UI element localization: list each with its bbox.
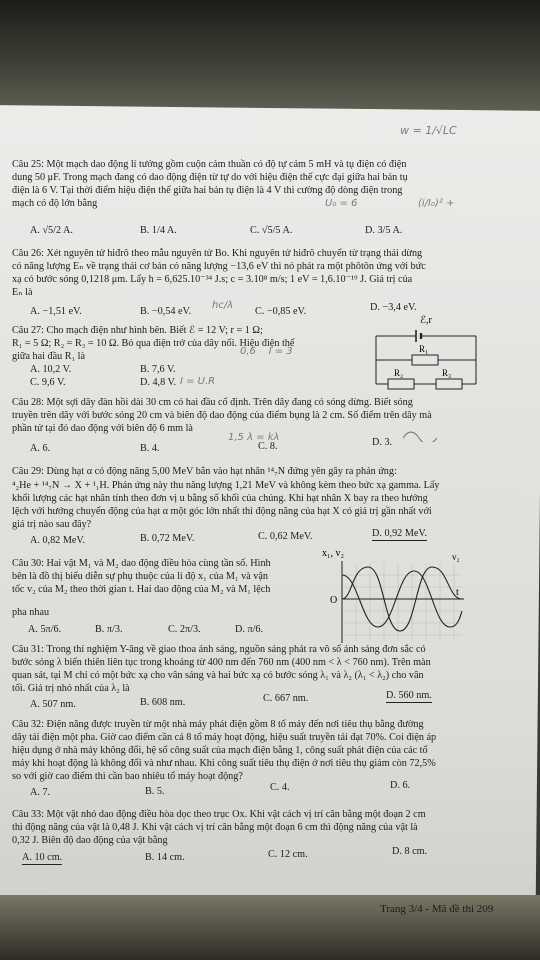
graph-x-axis-label: t (456, 587, 459, 598)
q31-option-b[interactable]: B. 608 nm. (140, 697, 186, 708)
q28-line-2: truyền trên dây với bước sóng 20 cm và biên độ dao động của điểm bụng là 2 cm. Số điểm trên dây mà (12, 410, 432, 421)
q28-option-b[interactable]: B. 4. (140, 443, 160, 454)
q32-option-c[interactable]: C. 4. (270, 782, 290, 793)
handwritten-note: (i/I₀)² + (418, 198, 455, 209)
q25-option-d[interactable]: D. 3/5 A. (365, 225, 403, 236)
q31-option-c[interactable]: C. 667 nm. (263, 693, 309, 704)
q32-line-4: máy khi hoạt động là không đổi và như nhau. Khi công suất tiêu thụ điện ở nơi tiêu thụ giảm còn 72,5% (12, 758, 436, 769)
q27-line-2: R₁ = 5 Ω; R₂ = R₃ = 10 Ω. Bỏ qua điện trở của dây nối. Hiệu điện thế (12, 338, 295, 349)
q33-line-2: thì động năng của vật là 0,48 J. Khi vật cách vị trí cân bằng một đoạn 6 cm thì động năng của vật là (12, 822, 418, 833)
q33-line-3: 0,32 J. Biên độ dao động của vật bằng (12, 835, 168, 846)
q29-option-d[interactable]: D. 0,92 MeV. (372, 528, 427, 539)
q26-option-a[interactable]: A. −1,51 eV. (30, 306, 82, 317)
handwritten-note: hc/λ (212, 300, 234, 311)
q30-line-2: bên là đồ thị biểu diễn sự phụ thuộc của li độ x₁ của M₁ và vận (12, 571, 268, 582)
q32-line-3: hiệu dụng ở nhà máy không đổi, hệ số công suất của mạch điện bằng 1, công suất phát điện của các tổ (12, 745, 428, 756)
q25-line-2: dung 50 μF. Trong mạch đang có dao động điện từ tự do với hiệu điện thế cực đại giữa hai bản tụ (12, 172, 408, 183)
q26-line-3: xạ có bước sóng 0,1218 μm. Lấy h = 6,625.10⁻³⁴ J.s; c = 3.10⁸ m/s; 1 eV = 1,6.10⁻¹⁹ J. Giá trị của (12, 274, 413, 285)
q32-line-5: so với giờ cao điểm thì cần bao nhiêu tổ máy hoạt động? (12, 771, 243, 782)
handwritten-note: 1,5 λ = kλ (228, 432, 280, 443)
q27-option-a[interactable]: A. 10,2 V. (30, 364, 72, 375)
q32-line-1: Câu 32: Điện năng được truyền từ một nhà máy phát điện gồm 8 tổ máy đến nơi tiêu thụ bằng đường (12, 719, 424, 730)
graph-origin-label: O (330, 595, 338, 606)
graph-y-axis-label: x₁, v₂ (322, 548, 344, 559)
q30-option-c[interactable]: C. 2π/3. (168, 624, 201, 635)
q29-line-5: giá trị nào sau đây? (12, 519, 92, 530)
q28-option-c[interactable]: C. 8. (258, 441, 278, 452)
q29-line-3: khối lượng các hạt nhân tính theo đơn vị u bằng số khối của chúng. Khi hạt nhân X bay ra theo hướng (12, 493, 428, 504)
q25-option-a[interactable]: A. √5/2 A. (30, 225, 73, 236)
handwritten-note: I = U.R (180, 376, 216, 387)
q28-option-a[interactable]: A. 6. (30, 443, 51, 454)
q30-option-d[interactable]: D. π/6. (235, 624, 264, 635)
q33-option-a[interactable]: A. 10 cm. (22, 852, 63, 863)
q29-line-4: lệch với hướng chuyển động của hạt α một góc lớn nhất thì động năng của hạt X có giá trị gần nhất với (12, 506, 432, 517)
resistor-r3 (436, 379, 462, 389)
q31-option-a[interactable]: A. 507 nm. (30, 699, 76, 710)
q25-line-4: mạch có độ lớn bằng (12, 198, 98, 209)
q27-line-3: giữa hai đầu R₁ là (12, 351, 86, 362)
q29-line-1: Câu 29: Dùng hạt α có động năng 5,00 MeV bắn vào hạt nhân ¹⁴₇N đứng yên gây ra phản ứng: (12, 466, 397, 477)
q33-line-1: Câu 33: Một vật nhỏ dao động điều hòa dọc theo trục Ox. Khi vật cách vị trí cân bằng một đoạn 2 cm (12, 809, 426, 820)
q31-line-2: bước sóng λ biến thiên liên tục trong khoảng từ 400 nm đến 760 nm (400 nm < λ < 760 nm). Trên màn (12, 657, 431, 668)
q29-option-b[interactable]: B. 0,72 MeV. (140, 533, 195, 544)
r1-label: R₁ (419, 344, 429, 354)
q25-option-c[interactable]: C. √5/5 A. (250, 225, 293, 236)
resistor-r2 (388, 379, 414, 389)
q26-option-d[interactable]: D. −3,4 eV. (370, 302, 417, 313)
resistor-r1 (412, 355, 438, 365)
q32-option-a[interactable]: A. 7. (30, 787, 51, 798)
q25-line-1: Câu 25: Một mạch dao động lí tưởng gồm cuộn cảm thuần có độ tự cảm 5 mH và tụ điện có điện (12, 159, 407, 170)
q30-option-b[interactable]: B. π/3. (95, 624, 123, 635)
q27-line-1: Câu 27: Cho mạch điện như hình bên. Biết ℰ = 12 V; r = 1 Ω; (12, 325, 263, 336)
q28-line-1: Câu 28: Một sợi dây đàn hồi dài 30 cm có hai đầu cố định. Trên dây đang có sóng dừng. Biết sóng (12, 397, 413, 408)
q28-option-d[interactable]: D. 3. (372, 437, 393, 448)
q26-option-b[interactable]: B. −0,54 eV. (140, 306, 192, 317)
handwritten-note: 0,6 I = 3 (240, 346, 293, 357)
q27-option-c[interactable]: C. 9,6 V. (30, 377, 66, 388)
handwritten-wave-sketch (402, 428, 438, 442)
q29-option-c[interactable]: C. 0,62 MeV. (258, 531, 313, 542)
q31-line-3: quan sát, tại M chỉ có một bức xạ cho vân sáng và hai bức xạ có bước sóng λ₁ và λ₂ (λ₁ < λ₂) cho vân (12, 670, 424, 681)
q29-line-2: ⁴₂He + ¹⁴₇N → X + ¹₁H. Phản ứng này thu năng lượng 1,21 MeV và không kèm theo bức xạ gamma. Lấy (12, 480, 440, 491)
emf-label: ℰ,r (420, 315, 432, 326)
q28-line-3: phần tử tại đó dao động với biên độ 6 mm là (12, 423, 193, 434)
circuit-diagram (368, 312, 488, 394)
q31-option-d[interactable]: D. 560 nm. (386, 690, 432, 701)
r3-label: R₃ (442, 368, 452, 378)
q32-line-2: dây tải điện một pha. Giờ cao điểm cần cả 8 tổ máy hoạt động, hiệu suất truyền tải đạt 70%. Coi điện áp (12, 732, 437, 743)
handwritten-note: U₀ = 6 (325, 198, 358, 209)
q30-line-1: Câu 30: Hai vật M₁ và M₂ dao động điều hòa cùng tần số. Hình (12, 558, 271, 569)
q25-line-3: điện là 6 V. Tại thời điểm hiệu điện thế giữa hai bản tụ điện là 4 V thì cường độ dòng điện trong (12, 185, 403, 196)
page-footer: Trang 3/4 - Mã đề thi 209 (380, 903, 494, 915)
q30-option-a[interactable]: A. 5π/6. (28, 624, 62, 635)
q26-line-1: Câu 26: Xét nguyên tử hiđrô theo mẫu nguyên tử Bo. Khi nguyên tử hiđrô chuyển từ trạng thái dừng (12, 248, 423, 259)
q31-line-4: tối. Giá trị nhỏ nhất của λ₂ là (12, 683, 130, 694)
graph-v2-label: v₂ (452, 552, 460, 562)
q25-option-b[interactable]: B. 1/4 A. (140, 225, 177, 236)
q32-option-b[interactable]: B. 5. (145, 786, 165, 797)
q26-option-c[interactable]: C. −0,85 eV. (255, 306, 307, 317)
q27-option-b[interactable]: B. 7,6 V. (140, 364, 176, 375)
q33-option-b[interactable]: B. 14 cm. (145, 852, 185, 863)
handwritten-formula: w = 1/√LC (400, 124, 457, 137)
r2-label: R₂ (394, 368, 404, 378)
q31-line-1: Câu 31: Trong thí nghiệm Y-âng về giao thoa ánh sáng, nguồn sáng phát ra vô số ánh sáng đơn sắc có (12, 644, 426, 655)
q27-option-d[interactable]: D. 4,8 V. (140, 377, 177, 388)
q29-option-a[interactable]: A. 0,82 MeV. (30, 535, 85, 546)
q33-option-c[interactable]: C. 12 cm. (268, 849, 308, 860)
q33-option-d[interactable]: D. 8 cm. (392, 846, 428, 857)
q30-line-4: pha nhau (12, 607, 50, 618)
oscillation-graph (318, 545, 468, 645)
q32-option-d[interactable]: D. 6. (390, 780, 411, 791)
q30-line-3: tốc v₂ của M₂ theo thời gian t. Hai dao động của M₂ và M₁ lệch (12, 584, 271, 595)
q26-line-4: Eₙ là (12, 287, 33, 298)
q26-line-2: có năng lượng Eₙ về trạng thái cơ bản có năng lượng −13,6 eV thì nó phát ra một phôtôn ứng với bức (12, 261, 426, 272)
